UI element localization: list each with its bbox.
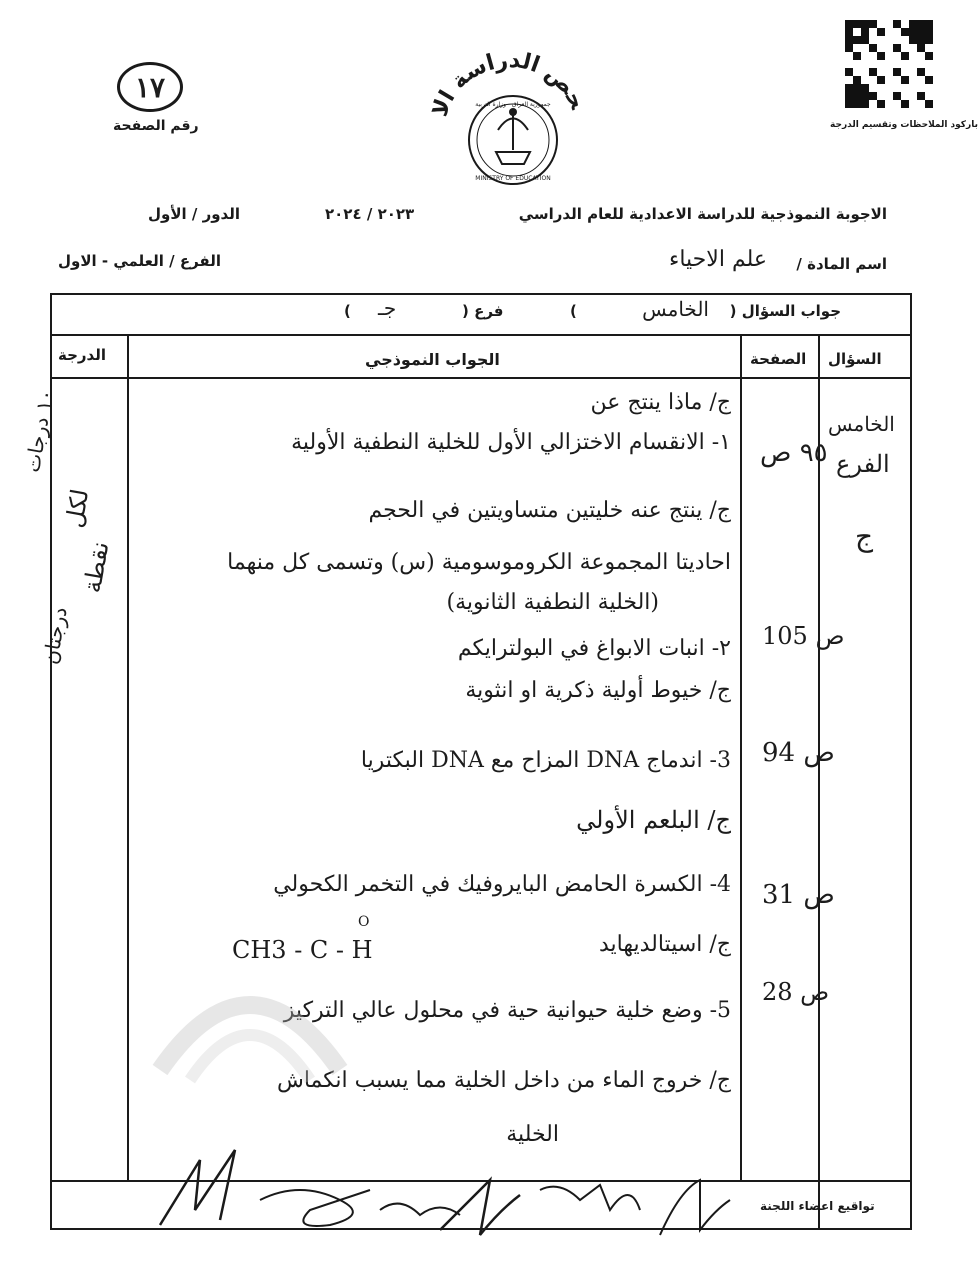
qr-module	[893, 100, 901, 108]
qr-module	[909, 36, 917, 44]
qr-module	[853, 20, 861, 28]
qr-module	[893, 76, 901, 84]
qr-module	[917, 84, 925, 92]
qr-module	[845, 92, 853, 100]
question-number: الخامس	[642, 297, 709, 321]
qr-module	[893, 36, 901, 44]
seal-title: حص الدراسة الاعدادية	[428, 47, 588, 120]
qr-module	[869, 44, 877, 52]
qr-module	[885, 20, 893, 28]
answer-line: ج/ ينتج عنه خليتين متساويتين في الحجم	[368, 498, 731, 523]
page-ref: 28 ص	[762, 978, 830, 1006]
qr-module	[845, 36, 853, 44]
qr-module	[901, 76, 909, 84]
qr-module	[853, 52, 861, 60]
qr-module	[877, 100, 885, 108]
qr-module	[845, 52, 853, 60]
question-cell-line-1: الخامس	[828, 412, 895, 436]
answer-of-question-label: جواب السؤال (	[729, 302, 841, 320]
qr-module	[877, 76, 885, 84]
answer-line: ج/ البلعم الأولي	[576, 806, 731, 834]
qr-module	[893, 44, 901, 52]
qr-module	[845, 100, 853, 108]
qr-module	[861, 68, 869, 76]
qr-module	[909, 28, 917, 36]
qr-module	[925, 76, 933, 84]
qr-module	[853, 76, 861, 84]
qr-module	[901, 44, 909, 52]
page-ref: ٩٥ ص	[760, 438, 828, 468]
qr-module	[853, 28, 861, 36]
qr-module	[885, 84, 893, 92]
qr-module	[885, 76, 893, 84]
qr-module	[909, 84, 917, 92]
qr-module	[893, 84, 901, 92]
qr-module	[869, 20, 877, 28]
page-ref: 94 ص	[762, 738, 835, 768]
header-grade: الدرجة	[58, 346, 106, 364]
answer-line: 5- وضع خلية حيوانية حية في محلول عالي التركيز	[283, 998, 731, 1023]
subject-value: علم الاحياء	[669, 247, 767, 272]
qr-module	[861, 92, 869, 100]
qr-module	[925, 92, 933, 100]
section-value: جـ	[378, 296, 397, 320]
qr-module	[925, 100, 933, 108]
qr-module	[861, 60, 869, 68]
qr-module	[869, 28, 877, 36]
qr-module	[861, 100, 869, 108]
subject-label: اسم المادة /	[796, 255, 887, 273]
qr-module	[853, 92, 861, 100]
qr-module	[901, 20, 909, 28]
qr-module	[917, 36, 925, 44]
qr-module	[893, 68, 901, 76]
qr-module	[917, 52, 925, 60]
qr-module	[885, 52, 893, 60]
qr-module	[845, 60, 853, 68]
qr-module	[901, 28, 909, 36]
signatures-label: تواقيع اعضاء اللجنة	[760, 1199, 875, 1213]
qr-module	[885, 68, 893, 76]
qr-module	[861, 28, 869, 36]
qr-module	[877, 60, 885, 68]
qr-module	[909, 52, 917, 60]
qr-module	[869, 92, 877, 100]
qr-module	[909, 92, 917, 100]
qr-module	[853, 100, 861, 108]
qr-module	[917, 76, 925, 84]
page-ref: 31 ص	[762, 880, 835, 910]
qr-module	[877, 52, 885, 60]
page-number-stamp	[117, 62, 183, 112]
question-cell-line-3: ج	[855, 520, 874, 553]
qr-module	[861, 36, 869, 44]
answer-line: ج/ اسيتالديهايد	[598, 932, 731, 957]
qr-module	[901, 60, 909, 68]
qr-module	[901, 36, 909, 44]
qr-module	[845, 76, 853, 84]
qr-module	[869, 36, 877, 44]
qr-module	[893, 60, 901, 68]
chemical-formula: CH3 - C - H	[232, 936, 373, 964]
page-number-label: رقم الصفحة	[113, 118, 199, 134]
qr-module	[909, 20, 917, 28]
qr-module	[909, 76, 917, 84]
header-model-answer: الجواب النموذجي	[365, 350, 500, 369]
qr-module	[925, 28, 933, 36]
qr-module	[909, 44, 917, 52]
grade-cell-line-1: ١٠ درجات	[20, 387, 59, 475]
qr-module	[925, 20, 933, 28]
qr-module	[901, 52, 909, 60]
qr-module	[877, 92, 885, 100]
qr-module	[861, 44, 869, 52]
qr-module	[885, 44, 893, 52]
qr-module	[845, 84, 853, 92]
qr-module	[885, 28, 893, 36]
qr-module	[877, 36, 885, 44]
qr-module	[877, 44, 885, 52]
ministry-seal	[428, 22, 588, 187]
page-number: ١٧	[134, 70, 166, 104]
answer-line: ١- الانقسام الاختزالي الأول للخلية النطفية الأولية	[291, 430, 731, 455]
qr-module	[845, 28, 853, 36]
qr-module	[885, 36, 893, 44]
qr-module	[925, 60, 933, 68]
qr-module	[877, 28, 885, 36]
qr-module	[893, 92, 901, 100]
grade-cell-line-2: لكل	[60, 486, 95, 530]
qr-module	[877, 84, 885, 92]
qr-module	[917, 68, 925, 76]
answer-line: 4- الكسرة الحامض البايروفيك في التخمر الكحولي	[273, 872, 731, 897]
qr-module	[869, 100, 877, 108]
qr-module	[917, 100, 925, 108]
exam-title: الاجوبة النموذجية للدراسة الاعدادية للعام الدراسي	[518, 205, 887, 223]
qr-module	[869, 60, 877, 68]
answer-line: ج/ ماذا ينتج عن	[590, 390, 731, 415]
formula-oxygen: O	[358, 914, 370, 930]
qr-module	[853, 68, 861, 76]
seal-ring-text: جمهورية العراق - وزارة التربية	[475, 101, 551, 108]
qr-module	[861, 52, 869, 60]
section-label: فرع (	[462, 302, 504, 320]
qr-module	[901, 100, 909, 108]
close-paren: )	[570, 302, 577, 320]
qr-module	[853, 44, 861, 52]
qr-module	[893, 52, 901, 60]
grade-cell-line-4: درجتان	[38, 605, 72, 667]
qr-module	[893, 28, 901, 36]
qr-module	[925, 44, 933, 52]
qr-module	[853, 60, 861, 68]
qr-module	[845, 20, 853, 28]
qr-module	[861, 20, 869, 28]
qr-module	[877, 68, 885, 76]
qr-module	[917, 44, 925, 52]
qr-module	[853, 36, 861, 44]
qr-module	[925, 68, 933, 76]
qr-module	[885, 100, 893, 108]
qr-module	[917, 20, 925, 28]
qr-module	[885, 60, 893, 68]
answer-line: (الخلية النطفية الثانوية)	[446, 590, 659, 615]
exam-round: الدور / الأول	[148, 205, 240, 223]
qr-module	[917, 92, 925, 100]
qr-module	[869, 68, 877, 76]
answer-line: ٢- انبات الابواغ في البولترايكم	[457, 636, 731, 661]
qr-module	[869, 76, 877, 84]
exam-year: ٢٠٢٣ / ٢٠٢٤	[325, 205, 415, 223]
qr-module	[909, 68, 917, 76]
qr-module	[909, 100, 917, 108]
qr-module	[925, 52, 933, 60]
qr-module	[877, 20, 885, 28]
qr-module	[869, 52, 877, 60]
answer-line: 3- اندماج DNA المزاح مع DNA البكتريا	[360, 748, 731, 773]
signatures	[140, 1140, 740, 1250]
answer-line: احاديتا المجموعة الكروموسومية (س) وتسمى كل منهما	[227, 550, 731, 575]
seal-bottom-text: MINISTRY OF EDUCATION	[475, 175, 551, 182]
qr-module	[901, 92, 909, 100]
answer-line: ج/ خيوط أولية ذكرية او انثوية	[465, 678, 731, 703]
qr-module	[893, 20, 901, 28]
grade-cell-line-3: نقطة	[78, 539, 115, 595]
qr-module	[845, 68, 853, 76]
qr-module	[909, 60, 917, 68]
qr-module	[885, 92, 893, 100]
branch-info: الفرع / العلمي - الاول	[58, 252, 221, 270]
qr-code[interactable]	[845, 20, 933, 108]
qr-module	[917, 28, 925, 36]
qr-module	[901, 84, 909, 92]
header-page: الصفحة	[750, 350, 807, 368]
qr-module	[853, 84, 861, 92]
watermark-logo	[140, 960, 360, 1110]
qr-module	[925, 36, 933, 44]
question-cell-line-2: الفرع	[836, 450, 890, 478]
qr-module	[869, 84, 877, 92]
qr-module	[845, 44, 853, 52]
answer-line: الخلية	[506, 1122, 559, 1147]
qr-module	[925, 84, 933, 92]
header-question: السؤال	[828, 350, 882, 368]
qr-caption: باركود الملاحظات وتقسيم الدرجة	[830, 120, 978, 130]
answer-line: ج/ خروج الماء من داخل الخلية مما يسبب انكماش	[277, 1068, 731, 1093]
qr-module	[861, 76, 869, 84]
qr-module	[861, 84, 869, 92]
section-close-paren: )	[344, 302, 351, 320]
qr-module	[901, 68, 909, 76]
page-ref: 105 ص	[762, 622, 845, 650]
qr-module	[917, 60, 925, 68]
